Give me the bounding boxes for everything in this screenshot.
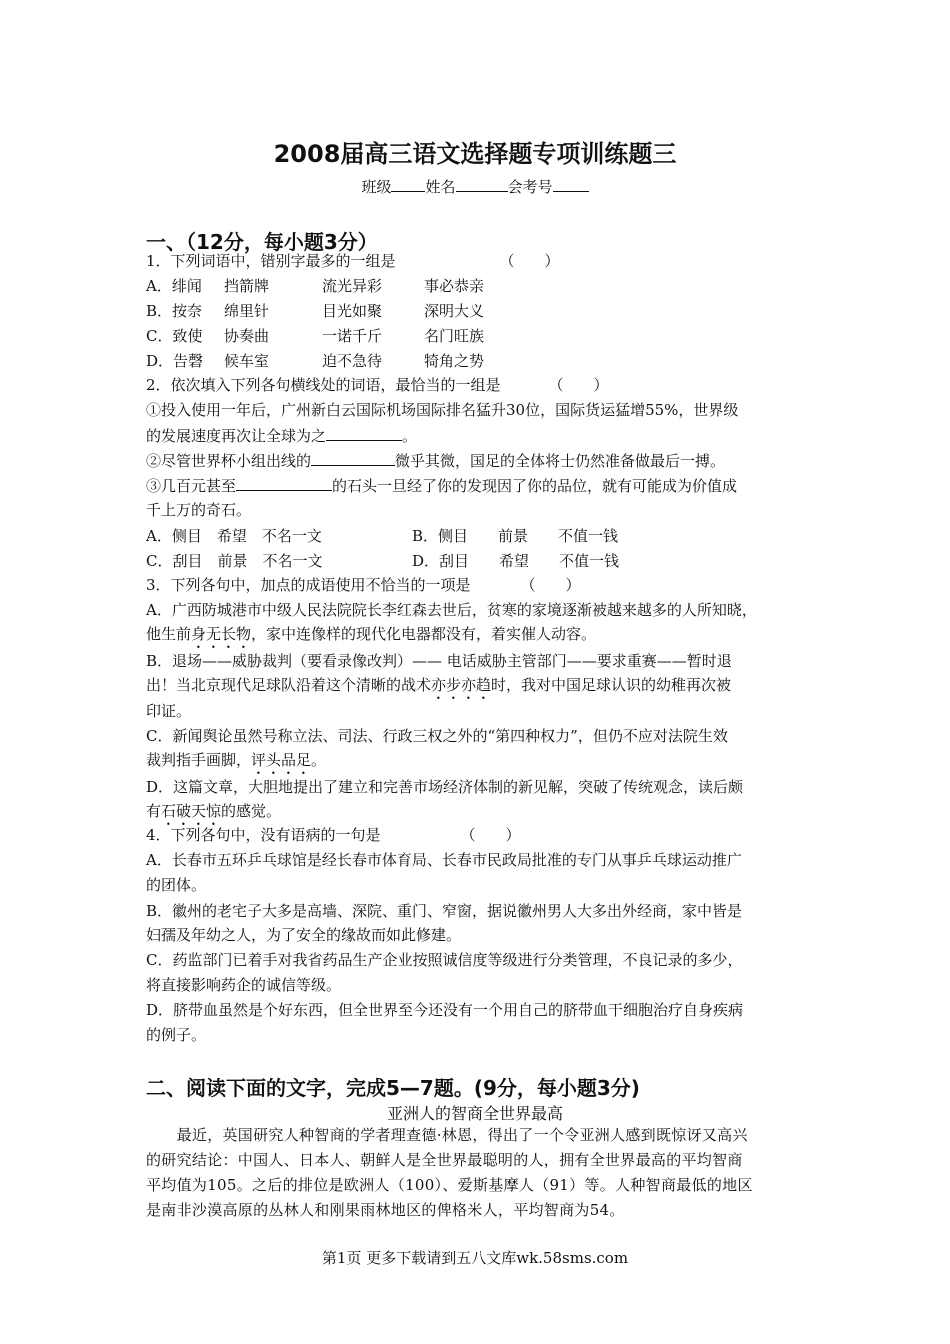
q2-s2-pre: ②尽管世界杯小组出线的 (146, 452, 312, 470)
q4-paren: （ ） (460, 826, 521, 844)
q4-line: 妇孺及年幼之人，为了安全的缘故而如此修建。 (146, 926, 462, 944)
q2-blank-2 (311, 450, 395, 466)
q3-b-pre: 出！当北京现代足球队沿着这个清晰的战术 (146, 676, 432, 694)
article-line: 是南非沙漠高原的丛林人和刚果雨林地区的俾格米人，平均智商为54。 (146, 1201, 625, 1219)
q2-stem (146, 375, 609, 395)
q4-line: B．徽州的老宅子大多是高墙、深院、重门、窄窗，据说徽州男人大多出外经商，家中皆是 (146, 902, 743, 920)
q4-line: C．药监部门已着手对我省药品生产企业按照诚信度等级进行分类管理，不良记录的多少， (146, 951, 743, 969)
q3-a-pre: 他生前 (146, 625, 192, 643)
q2-options-cd (146, 551, 619, 571)
q3-stem-text: 3．下列各句中，加点的成语使用不恰当的一项是 (146, 576, 471, 594)
q2-sentence-3-line-2: 千上万的奇石。 (146, 501, 252, 519)
q2-stem-text: 2．依次填入下列各句横线处的词语，最恰当的一组是 (146, 376, 501, 394)
option-cell: C．致使 (146, 327, 203, 345)
option-cell: A．绯闻 (146, 277, 202, 295)
name-blank (456, 177, 508, 192)
q4-line: D．脐带血虽然是个好东西，但全世界至今还没有一个用自己的脐带血干细胞治疗自身疾病 (146, 1001, 744, 1019)
q1-paren: （ ） (499, 252, 560, 270)
q2-paren: （ ） (548, 376, 609, 394)
article-title: 亚洲人的智商全世界最高 (386, 1104, 563, 1123)
q2-option-b: B．侧目 前景 不值一钱 (412, 527, 619, 545)
q3-a-line-1: A．广西防城港市中级人民法院院长李红森去世后，贫寒的家境逐渐被越来越多的人所知晓， (146, 601, 757, 619)
id-blank (553, 177, 589, 192)
q4-stem-text: 4．下列各句中，没有语病的一句是 (146, 826, 381, 844)
q1-option-a (146, 276, 484, 296)
name-label: 姓名 (425, 178, 456, 196)
q4-line: 将直接影响药企的诚信等级。 (146, 976, 342, 994)
q3-b-line-3: 印证。 (146, 702, 192, 720)
option-cell: 流光异彩 (322, 277, 383, 295)
q3-b-post: 时，我对中国足球认识的幼稚再次被 (491, 676, 732, 694)
q3-c-post: 。 (311, 751, 327, 769)
article-line: 最近，英国研究人种智商的学者理查德·林恩，得出了一个令亚洲人感到既惊讶又高兴 (146, 1126, 748, 1144)
q3-c-line-1: C．新闻舆论虽然号称立法、司法、行政三权之外的“第四种权力”，但仍不应对法院生效 (146, 727, 728, 745)
q2-option-d: D．刮目 希望 不值一钱 (412, 552, 620, 570)
q2-s3-post: 的石头一旦经了你的发现因了你的品位，就有可能成为价值成 (332, 477, 738, 495)
q3-paren: （ ） (520, 576, 581, 594)
page-footer: 第1页 更多下载请到五八文库wk.58sms.com (321, 1249, 629, 1267)
q3-b-line-2 (146, 675, 731, 703)
q3-c-line-2 (146, 750, 326, 778)
section-2-heading: 二、阅读下面的文字，完成5—7题。(9分，每小题3分) (146, 1076, 640, 1100)
q1-stem-text: 1．下列词语中，错别字最多的一组是 (146, 252, 396, 270)
q2-s1-end: 。 (402, 427, 418, 445)
option-cell: B．按奈 (146, 302, 203, 320)
option-cell: 事必恭亲 (424, 277, 485, 295)
page-title: 2008届高三语文选择题专项训练题三 (273, 140, 677, 168)
q2-sentence-3-line-1 (146, 475, 737, 496)
q2-options-ab (146, 526, 618, 546)
q4-stem (146, 825, 521, 845)
q1-stem (146, 251, 560, 271)
q3-stem (146, 575, 581, 595)
q4-line: 的例子。 (146, 1026, 207, 1044)
q2-option-a: A．侧目 希望 不名一文 (146, 527, 322, 545)
option-cell: 一诺千斤 (322, 327, 383, 345)
q3-c-pre: 裁判指手画脚， (146, 751, 252, 769)
q3-a-line-2 (146, 624, 596, 652)
option-cell: 迫不急待 (322, 352, 383, 370)
option-cell: 挡箭牌 (224, 277, 270, 295)
q2-sentence-2 (146, 450, 725, 471)
q3-c-dotted-idiom: 评头品足 (251, 751, 312, 769)
option-cell: 名门旺族 (424, 327, 485, 345)
q3-b-line-1: B．退场——威胁裁判（要看录像改判）—— 电话威胁主管部门——要求重赛——暂时退 (146, 652, 732, 670)
q2-blank-3 (236, 475, 332, 491)
q2-s3-pre: ③几百元甚至 (146, 477, 237, 495)
class-blank (391, 177, 425, 192)
option-cell: 绵里针 (224, 302, 270, 320)
q3-b-dotted-idiom: 亦步亦趋 (431, 676, 492, 694)
option-cell: 协奏曲 (224, 327, 270, 345)
option-cell: 深明大义 (424, 302, 485, 320)
article-line: 的研究结论：中国人、日本人、朝鲜人是全世界最聪明的人，拥有全世界最高的平均智商 (146, 1151, 743, 1169)
q2-option-c: C．刮目 前景 不名一文 (146, 552, 323, 570)
id-label: 会考号 (507, 178, 553, 196)
q2-s1-text: 的发展速度再次让全球为之 (146, 427, 327, 445)
section-1-heading: 一、（12分，每小题3分） (146, 230, 378, 254)
q3-d-line-1: D．这篇文章，大胆地提出了建立和完善市场经济体制的新见解，突破了传统观念，读后颇 (146, 778, 744, 796)
q3-d-post: 的感觉。 (221, 802, 282, 820)
q4-line: A．长春市五环乒乓球馆是经长春市体育局、长春市民政局批准的专门从事乒乓球运动推广 (146, 851, 742, 869)
student-info-line (0, 176, 950, 197)
q2-sentence-1-line-1: ①投入使用一年后，广州新白云国际机场国际排名猛升30位，国际货运猛增55%，世界级 (146, 401, 739, 419)
option-cell: 候车室 (224, 352, 270, 370)
q1-option-d (146, 351, 484, 371)
q1-option-b (146, 301, 484, 321)
q3-d-pre: 有 (146, 802, 162, 820)
q3-a-dotted-idiom: 身无长物 (191, 625, 252, 643)
option-cell: 犄角之势 (424, 352, 485, 370)
q2-s2-post: 微乎其微，国足的全体将士仍然准备做最后一搏。 (395, 452, 726, 470)
q3-a-post: ，家中连像样的现代化电器都没有，着实催人动容。 (251, 625, 597, 643)
q2-blank-1 (326, 425, 402, 441)
class-label: 班级 (361, 178, 392, 196)
q2-sentence-1-line-2 (146, 425, 417, 446)
q3-d-dotted-idiom: 石破天惊 (161, 802, 222, 820)
article-line: 平均值为105。之后的排位是欧洲人（100）、爱斯基摩人（91）等。人种智商最低的地区 (146, 1176, 753, 1194)
option-cell: D．告磬 (146, 352, 204, 370)
q4-line: 的团体。 (146, 876, 207, 894)
option-cell: 目光如聚 (322, 302, 383, 320)
q1-option-c (146, 326, 484, 346)
